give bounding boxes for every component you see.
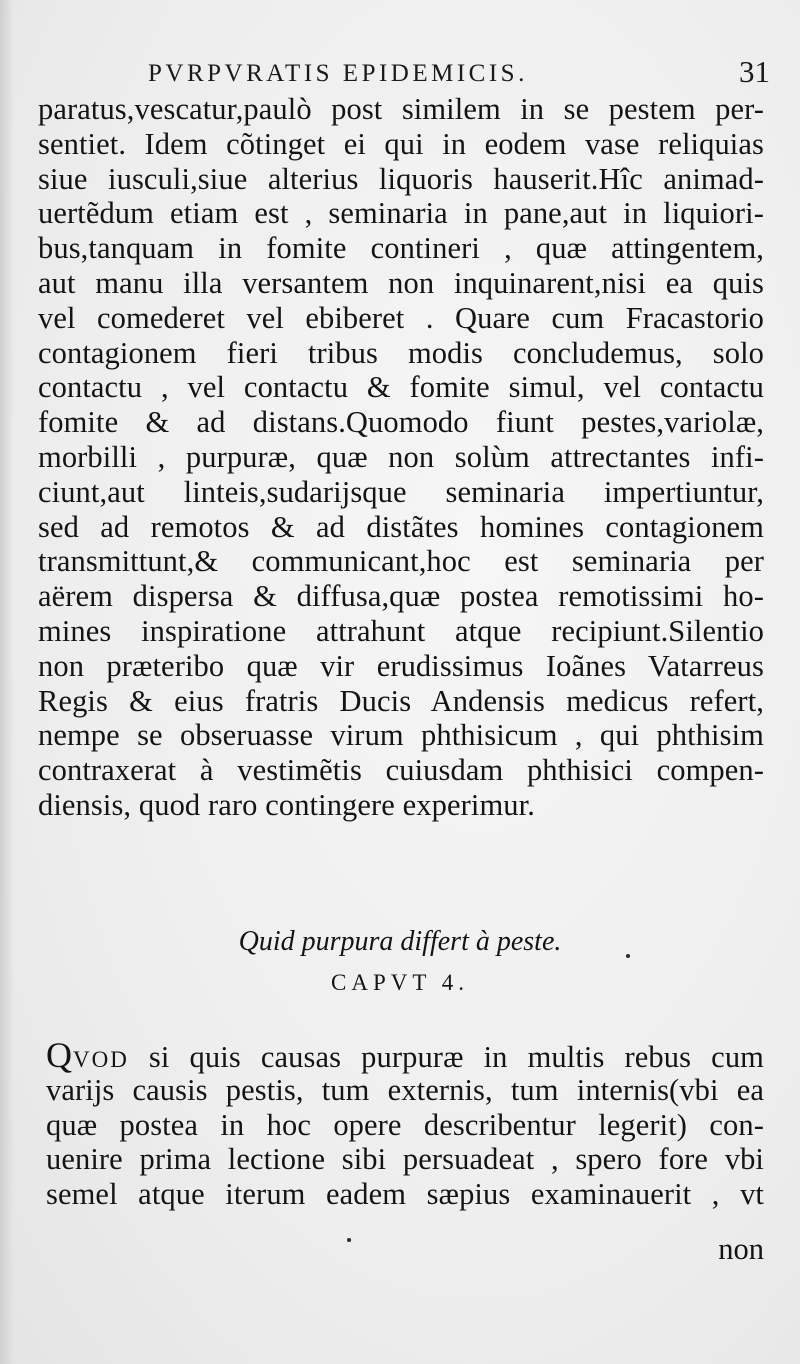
- text-line: nempe se obseruasse virum phthisicum , qui phthisim: [38, 718, 764, 753]
- chapter-text-block: [46, 1035, 764, 1212]
- text-line: aut manu illa versantem non inquinarent,nisi ea quis: [38, 265, 764, 300]
- text-line: uenire prima lectione sibi persuadeat , spero fore vbi: [46, 1142, 764, 1177]
- text-line: mines inspiratione attrahunt atque recipiunt.Silentio: [38, 613, 764, 648]
- text-line: contactu , vel contactu & fomite simul, vel contactu: [38, 370, 764, 405]
- text-line: fomite & ad distans.Quomodo fiunt pestes,variolæ,: [38, 405, 764, 440]
- text-line: quæ postea in hoc opere describentur legerit) con-: [46, 1107, 764, 1142]
- text-line: morbilli , purpuræ, quæ non solùm attrectantes infi-: [38, 439, 764, 474]
- text-line: contagionem fieri tribus modis concludemus, solo: [38, 335, 764, 370]
- page-header: [130, 52, 770, 92]
- text-line: varijs causis pestis, tum externis, tum internis(vbi ea: [46, 1072, 764, 1107]
- text-line: semel atque iterum eadem sæpius examinauerit , vt: [46, 1177, 764, 1212]
- page-gutter-shadow: [0, 0, 14, 1364]
- text-line-last: diensis, quod raro contingere experimur.: [38, 787, 535, 822]
- text-line: sed ad remotos & ad distãtes homines contagionem: [38, 509, 764, 544]
- opening-initial: Q: [46, 1035, 73, 1075]
- chapter-first-line: [46, 1035, 764, 1075]
- text-line: bus,tanquam in fomite contineri , quæ attingentem,: [38, 231, 764, 266]
- text-line: aërem dispersa & diffusa,quæ postea remotissimi ho-: [38, 579, 764, 614]
- text-line: contraxerat à vestimẽtis cuiusdam phthisici compen-: [38, 753, 764, 788]
- text-line: vel comederet vel ebiberet . Quare cum Fracastorio: [38, 300, 764, 335]
- text-line: uertẽdum etiam est , seminaria in pane,aut in liquiori-: [38, 196, 764, 231]
- text-line: sentiet. Idem cõtinget ei qui in eodem vase reliquias: [38, 126, 764, 161]
- text-line: paratus,vescatur,paulò post similem in se pestem per-: [38, 92, 764, 126]
- first-line-rest: si quis causas purpuræ in multis rebus cum: [128, 1040, 764, 1074]
- text-line: siue iusculi,siue alterius liquoris hauserit.Hîc animad-: [38, 161, 764, 196]
- running-head: PVRPVRATIS EPIDEMICIS.: [148, 60, 528, 87]
- body-text-block: [38, 92, 764, 823]
- text-line: Regis & eius fratris Ducis Andensis medicus refert,: [38, 683, 764, 718]
- text-line: ciunt,aut linteis,sudarijsque seminaria impertiuntur,: [38, 474, 764, 509]
- opening-small-caps: VOD: [73, 1047, 129, 1072]
- text-line: transmittunt,& communicant,hoc est seminaria per: [38, 544, 764, 579]
- text-line: non præteribo quæ vir erudissimus Ioãnes Vatarreus: [38, 648, 764, 683]
- ink-speck: [347, 1238, 351, 1242]
- chapter-title: Quid purpura differt à peste.: [238, 926, 562, 957]
- catchword: non: [718, 1232, 764, 1266]
- chapter-number: CAPVT 4.: [331, 970, 469, 995]
- ink-speck: [626, 954, 630, 958]
- page-number: 31: [739, 54, 770, 89]
